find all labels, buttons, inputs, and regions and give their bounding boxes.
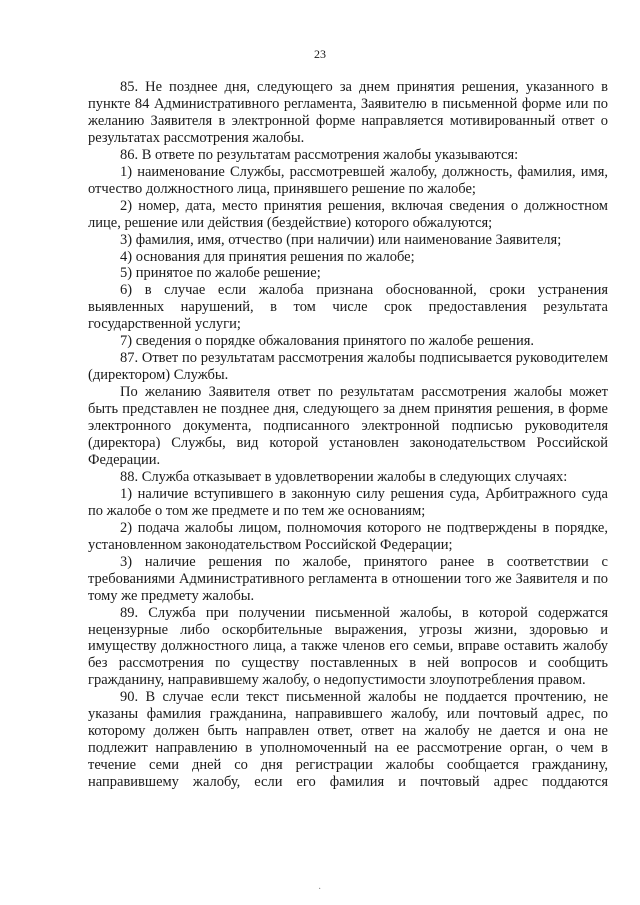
paragraph-90: 90. В случае если текст письменной жалобы не поддается прочтению, не указаны фамилия гражданина, направившего жалобу, или почтовый адрес, по которому должен быть направлен ответ, ответ на жалобу не дается и она не подлежит направлению в уполномоченный на ее рассмотрение орган, о чем в течение семи дней со дня регистрации жалобы сообщается гражданину, направившему жалобу, если его фамилия и почтовый адрес поддаются	[88, 689, 608, 791]
list-item-86-2: 2) номер, дата, место принятия решения, включая сведения о должностном лице, решение или действия (бездействие) которого обжалуются;	[88, 197, 608, 231]
paragraph-85: 85. Не позднее дня, следующего за днем принятия решения, указанного в пункте 84 Административного регламента, Заявителю в письменной форме или по желанию Заявителя в электронной форме направляется мотивированный ответ о результатах рассмотрения жалобы.	[88, 79, 608, 146]
list-item-86-5: 5) принятое по жалобе решение;	[120, 265, 321, 282]
paragraph-89: 89. Служба при получении письменной жалобы, в которой содержатся нецензурные либо оскорбительные выражения, угрозы жизни, здоровью и имуществу должностного лица, а также членов его семьи, вправе оставить жалобу без рассмотрения по существу поставленных в ней вопросов и сообщить гражданину, направившему жалобу, о недопустимости злоупотребления правом.	[88, 604, 608, 689]
list-item-88-1: 1) наличие вступившего в законную силу решения суда, Арбитражного суда по жалобе о том же предмете и по тем же основаниям;	[88, 485, 608, 519]
document-body	[88, 79, 608, 791]
list-item-88-3: 3) наличие решения по жалобе, принятого ранее в соответствии с требованиями Административного регламента в отношении того же Заявителя и по тому же предмету жалобы.	[88, 553, 608, 604]
paragraph-87-electronic: По желанию Заявителя ответ по результатам рассмотрения жалобы может быть представлен не позднее дня, следующего за днем принятия решения, в форме электронного документа, подписанного электронной подписью руководителя (директора) Службы, вид которой установлен законодательством Российской Федерации.	[88, 384, 608, 468]
list-item-86-3: 3) фамилия, имя, отчество (при наличии) или наименование Заявителя;	[120, 231, 562, 248]
paragraph-86: 86. В ответе по результатам рассмотрения жалобы указываются:	[120, 146, 519, 163]
list-item-86-1: 1) наименование Службы, рассмотревшей жалобу, должность, фамилия, имя, отчество должностного лица, принявшего решение по жалобе;	[88, 163, 608, 197]
paragraph-87: 87. Ответ по результатам рассмотрения жалобы подписывается руководителем (директором) Службы.	[88, 350, 608, 384]
list-item-86-4: 4) основания для принятия решения по жалобе;	[120, 248, 415, 265]
list-item-86-7: 7) сведения о порядке обжалования принятого по жалобе решения.	[120, 333, 535, 350]
footer-mark: ·	[318, 884, 322, 895]
list-item-86-6: 6) в случае если жалоба признана обоснованной, сроки устранения выявленных нарушений, в том числе срок предоставления результата государственной услуги;	[88, 282, 608, 333]
page-number: 23	[314, 47, 326, 61]
paragraph-88: 88. Служба отказывает в удовлетворении жалобы в следующих случаях:	[120, 468, 568, 485]
list-item-88-2: 2) подача жалобы лицом, полномочия которого не подтверждены в порядке, установленном законодательством Российской Федерации;	[88, 519, 608, 553]
